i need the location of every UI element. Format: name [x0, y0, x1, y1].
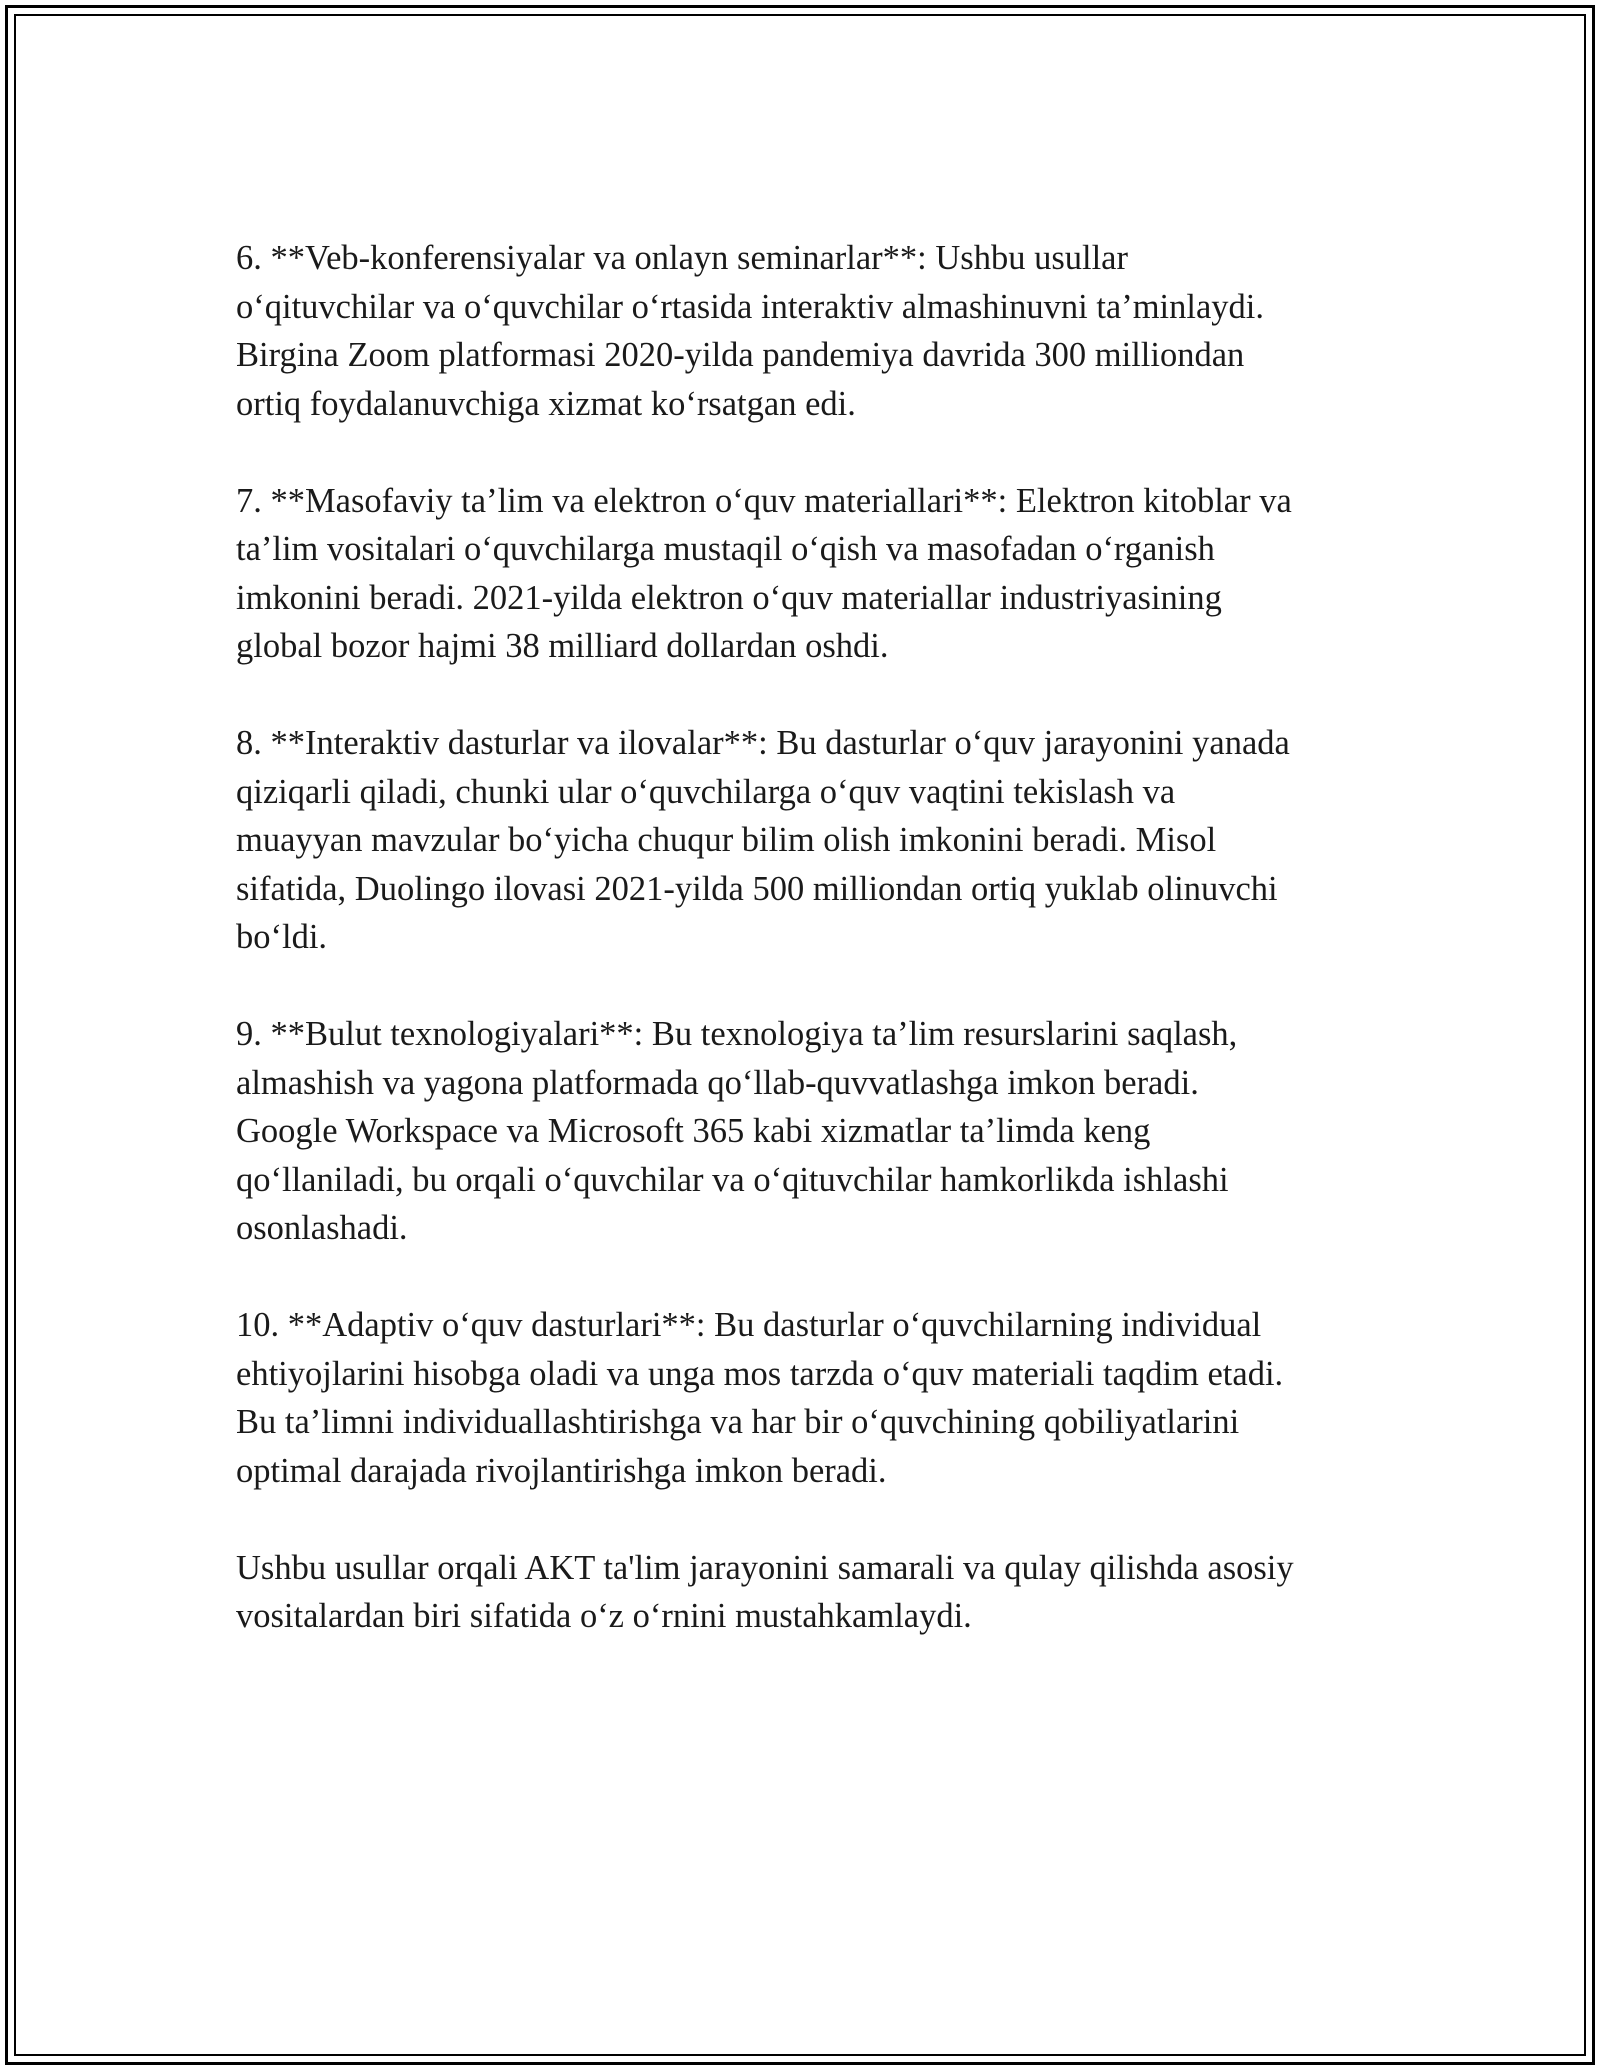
paragraph-item-6	[236, 234, 1396, 428]
paragraph-item-8	[236, 719, 1396, 962]
text-line: sifatida, Duolingo ilovasi 2021-yilda 500 milliondan ortiq yuklab olinuvchi	[236, 869, 1278, 908]
text-line: 7. **Masofaviy ta’lim va elektron o‘quv materiallari**: Elektron kitoblar va	[236, 481, 1292, 520]
paragraph-conclusion	[236, 1544, 1396, 1641]
paragraph-item-7	[236, 477, 1396, 671]
paragraph-item-9	[236, 1010, 1396, 1253]
text-line: global bozor hajmi 38 milliard dollardan oshdi.	[236, 627, 889, 665]
text-line: Google Workspace va Microsoft 365 kabi xizmatlar ta’limda keng	[236, 1112, 1151, 1150]
text-line: almashish va yagona platformada qo‘llab-quvvatlashga imkon beradi.	[236, 1063, 1199, 1102]
text-line: ta’lim vositalari o‘quvchilarga mustaqil o‘qish va masofadan o‘rganish	[236, 530, 1215, 568]
text-line: qiziqarli qiladi, chunki ular o‘quvchilarga o‘quv vaqtini tekislash va	[236, 772, 1176, 811]
text-line: muayyan mavzular bo‘yicha chuqur bilim olish imkonini beradi. Misol	[236, 821, 1217, 859]
text-line: optimal darajada rivojlantirishga imkon beradi.	[236, 1451, 887, 1490]
text-line: vositalardan biri sifatida o‘z o‘rnini mustahkamlaydi.	[236, 1597, 972, 1635]
text-line: o‘qituvchilar va o‘quvchilar o‘rtasida interaktiv almashinuvni ta’minlaydi.	[236, 287, 1264, 326]
text-line: 10. **Adaptiv o‘quv dasturlari**: Bu dasturlar o‘quvchilarning individual	[236, 1306, 1262, 1344]
text-line: imkonini beradi. 2021-yilda elektron o‘quv materiallar industriyasining	[236, 578, 1222, 617]
text-line: 8. **Interaktiv dasturlar va ilovalar**: Bu dasturlar o‘quv jarayonini yanada	[236, 724, 1290, 762]
text-line: ortiq foydalanuvchiga xizmat ko‘rsatgan edi.	[236, 384, 856, 423]
text-line: ehtiyojlarini hisobga oladi va unga mos tarzda o‘quv materiali taqdim etadi.	[236, 1354, 1284, 1393]
text-line: 6. **Veb-konferensiyalar va onlayn seminarlar**: Ushbu usullar	[236, 239, 1128, 277]
text-line: Birgina Zoom platformasi 2020-yilda pandemiya davrida 300 milliondan	[236, 336, 1245, 374]
text-line: osonlashadi.	[236, 1209, 408, 1247]
text-line: qo‘llaniladi, bu orqali o‘quvchilar va o‘qituvchilar hamkorlikda ishlashi	[236, 1160, 1229, 1199]
text-line: Bu ta’limni individuallashtirishga va har bir o‘quvchining qobiliyatlarini	[236, 1403, 1240, 1441]
text-line: 9. **Bulut texnologiyalari**: Bu texnologiya ta’lim resurslarini saqlash,	[236, 1015, 1238, 1053]
paragraph-item-10	[236, 1301, 1396, 1495]
document-body	[236, 234, 1396, 1689]
text-line: bo‘ldi.	[236, 918, 328, 956]
text-line: Ushbu usullar orqali AKT ta'lim jarayonini samarali va qulay qilishda asosiy	[236, 1548, 1294, 1587]
